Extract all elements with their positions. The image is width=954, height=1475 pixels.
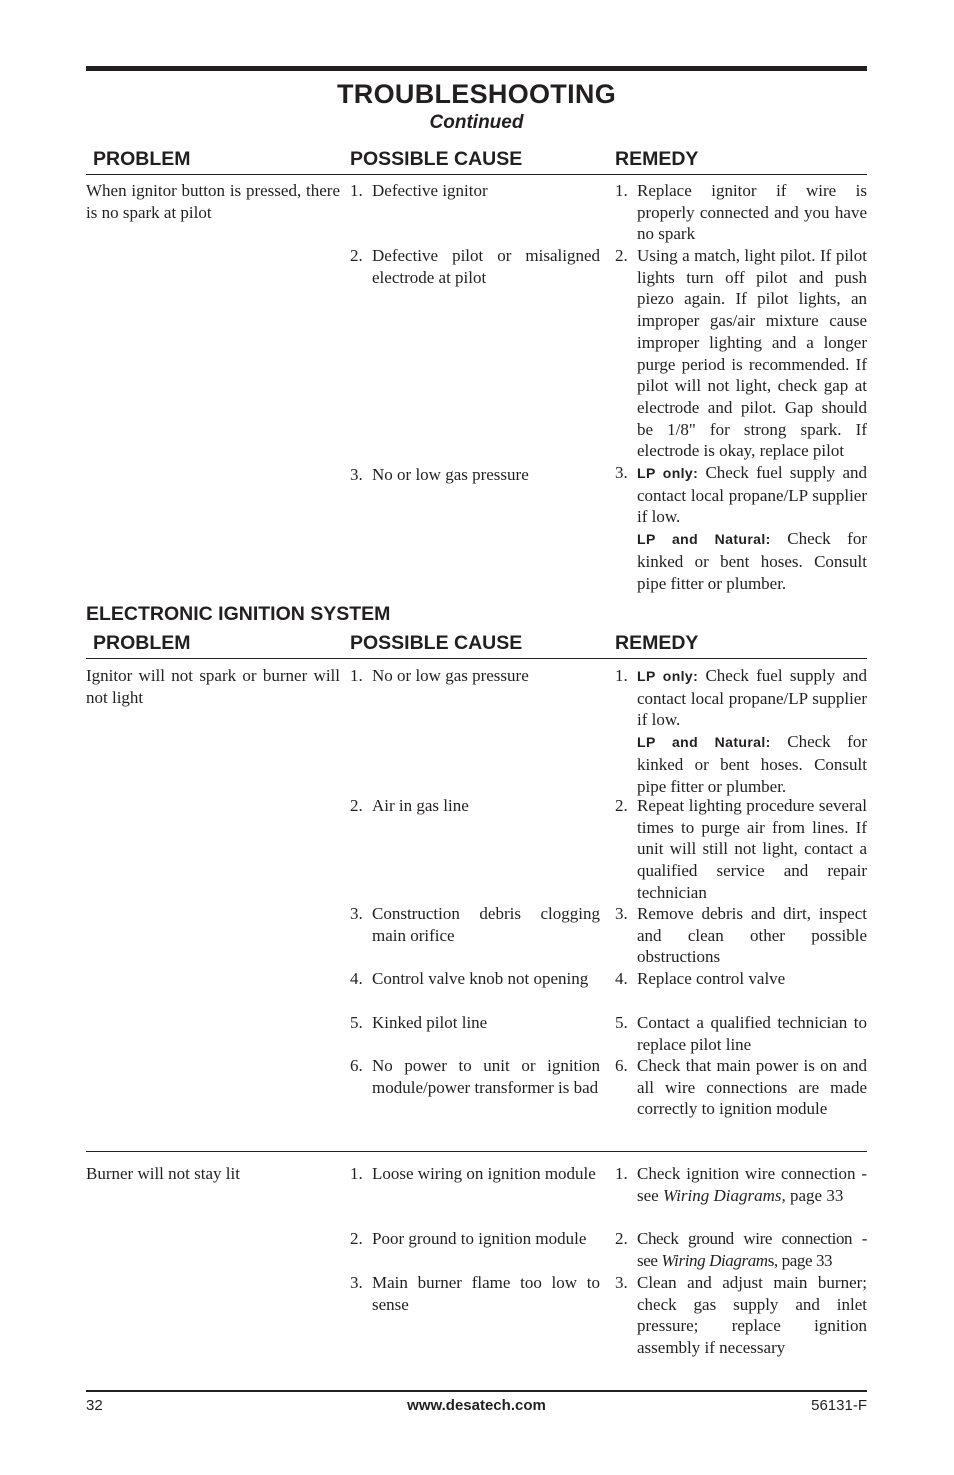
remedy-item — [615, 180, 867, 245]
cause-item — [350, 903, 600, 946]
wiring-diagrams-ref: Wiring Diagrams, — [662, 1185, 786, 1205]
remedy-item — [615, 795, 867, 904]
remedy-text: Replace control valve — [637, 969, 786, 988]
remedy-item — [615, 1055, 867, 1120]
item-number: 4. — [615, 969, 628, 988]
remedy-text — [637, 462, 867, 594]
remedy-text-part: Check ignition wire connection - see — [637, 1164, 867, 1205]
remedy-text: Using a match, light pilot. If pilot lights turn off pilot and push piezo again. If pilot lights, an improper gas/air mixture cause improper lighting and a longer purge period is recommended. If pilot will not light, check gap at electrode and pilot. Gap should be 1/8" for strong spark. If electrode is okay, replace pilot — [637, 246, 867, 461]
item-number: 1. — [615, 666, 628, 685]
lp-natural-text: Check for kinked or bent hoses. Consult pipe fitter or plumber. — [637, 732, 867, 796]
remedy-text-part: page 33 — [785, 1185, 844, 1205]
cause-text: Loose wiring on ignition module — [372, 1164, 596, 1183]
item-number: 5. — [350, 1013, 363, 1032]
column-header-problem: PROBLEM — [93, 148, 191, 170]
cause-text: Defective ignitor — [372, 181, 488, 200]
row-divider — [86, 1151, 867, 1152]
item-number: 3. — [350, 465, 363, 484]
cause-item — [350, 245, 600, 288]
cause-item — [350, 665, 600, 687]
remedy-text — [637, 1163, 867, 1206]
remedy-item — [615, 1228, 867, 1271]
cause-item — [350, 1272, 600, 1315]
remedy-item — [615, 968, 867, 990]
problem-text: Burner will not stay lit — [86, 1164, 240, 1183]
column-header-cause: POSSIBLE CAUSE — [350, 632, 523, 654]
cause-text: No power to unit or ignition module/power transformer is bad — [372, 1056, 600, 1097]
cause-item — [350, 795, 600, 817]
column-header-remedy: REMEDY — [615, 148, 699, 170]
column-header-problem: PROBLEM — [93, 632, 191, 654]
item-number: 4. — [350, 969, 363, 988]
remedy-item — [615, 1272, 867, 1359]
item-number: 1. — [615, 181, 628, 200]
item-number: 3. — [615, 463, 628, 482]
item-number: 1. — [615, 1164, 628, 1183]
footer-rule — [86, 1390, 867, 1392]
remedy-text-part: Check ground wire connection - see — [637, 1229, 867, 1270]
item-number: 2. — [350, 1229, 363, 1248]
lp-natural-text: Check for kinked or bent hoses. Consult pipe fitter or plumber. — [637, 529, 867, 593]
website-url: www.desatech.com — [407, 1397, 546, 1414]
column-header-cause: POSSIBLE CAUSE — [350, 148, 523, 170]
item-number: 2. — [615, 796, 628, 815]
remedy-text: Check that main power is on and all wire connections are made correctly to ignition module — [637, 1056, 867, 1119]
item-number: 3. — [350, 904, 363, 923]
document-id: 56131-F — [811, 1397, 867, 1414]
item-number: 6. — [615, 1056, 628, 1075]
lp-natural-label: LP and Natural: — [637, 734, 771, 751]
section-heading: ELECTRONIC IGNITION SYSTEM — [86, 603, 391, 625]
cause-text: Defective pilot or misaligned electrode at pilot — [372, 246, 600, 287]
cause-item — [350, 180, 600, 202]
item-number: 3. — [615, 1273, 628, 1292]
item-number: 1. — [350, 181, 363, 200]
cause-item — [350, 464, 600, 486]
cause-text: Air in gas line — [372, 796, 469, 815]
remedy-text: Remove debris and dirt, inspect and clean other possible obstructions — [637, 904, 867, 967]
header-rule — [86, 658, 867, 659]
column-header-remedy: REMEDY — [615, 632, 699, 654]
cause-text: Control valve knob not opening — [372, 969, 589, 988]
item-number: 2. — [350, 796, 363, 815]
page-number: 32 — [86, 1397, 103, 1414]
cause-item — [350, 1163, 600, 1185]
cause-text: Construction debris clogging main orifice — [372, 904, 600, 945]
remedy-item — [615, 245, 867, 462]
page-subtitle: Continued — [429, 112, 524, 133]
problem-text: When ignitor button is pressed, there is no spark at pilot — [86, 181, 340, 222]
cause-item — [350, 1012, 600, 1034]
cause-text: No or low gas pressure — [372, 465, 529, 484]
lp-only-text: Check fuel supply and contact local propane/LP supplier if low. — [637, 463, 867, 527]
cause-item — [350, 968, 600, 990]
cause-text: Main burner flame too low to sense — [372, 1273, 600, 1314]
cause-item — [350, 1228, 600, 1250]
remedy-text: Replace ignitor if wire is properly connected and you have no spark — [637, 181, 867, 244]
item-number: 2. — [350, 246, 363, 265]
lp-only-label: LP only: — [637, 668, 699, 684]
remedy-item — [615, 462, 867, 594]
remedy-item — [615, 903, 867, 968]
remedy-text: Clean and adjust main burner; check gas supply and inlet pressure; replace ignition assembly if necessary — [637, 1273, 867, 1358]
wiring-diagrams-ref: Wiring Diagram — [661, 1250, 768, 1270]
top-rule — [86, 66, 867, 71]
item-number: 3. — [350, 1273, 363, 1292]
remedy-text-part: s, page 33 — [767, 1250, 833, 1270]
item-number: 1. — [350, 1164, 363, 1183]
remedy-item — [615, 665, 867, 797]
item-number: 3. — [615, 904, 628, 923]
remedy-item — [615, 1012, 867, 1055]
item-number: 5. — [615, 1013, 628, 1032]
remedy-item — [615, 1163, 867, 1206]
lp-natural-label: LP and Natural: — [637, 531, 771, 548]
cause-text: Kinked pilot line — [372, 1013, 488, 1032]
cause-text: Poor ground to ignition module — [372, 1229, 587, 1248]
remedy-text — [637, 665, 867, 797]
header-rule — [86, 174, 867, 175]
cause-text: No or low gas pressure — [372, 666, 529, 685]
lp-only-text: Check fuel supply and contact local propane/LP supplier if low. — [637, 666, 867, 730]
remedy-text: Repeat lighting procedure several times to purge air from lines. If unit will still not light, contact a qualified service and repair technician — [637, 796, 867, 902]
item-number: 6. — [350, 1056, 363, 1075]
remedy-text — [637, 1228, 867, 1271]
item-number: 1. — [350, 666, 363, 685]
item-number: 2. — [615, 1229, 628, 1248]
item-number: 2. — [615, 246, 628, 265]
page-title: TROUBLESHOOTING — [337, 79, 616, 109]
lp-only-label: LP only: — [637, 465, 699, 481]
remedy-text: Contact a qualified technician to replace pilot line — [637, 1013, 867, 1054]
cause-item — [350, 1055, 600, 1098]
problem-text: Ignitor will not spark or burner will not light — [86, 666, 340, 707]
